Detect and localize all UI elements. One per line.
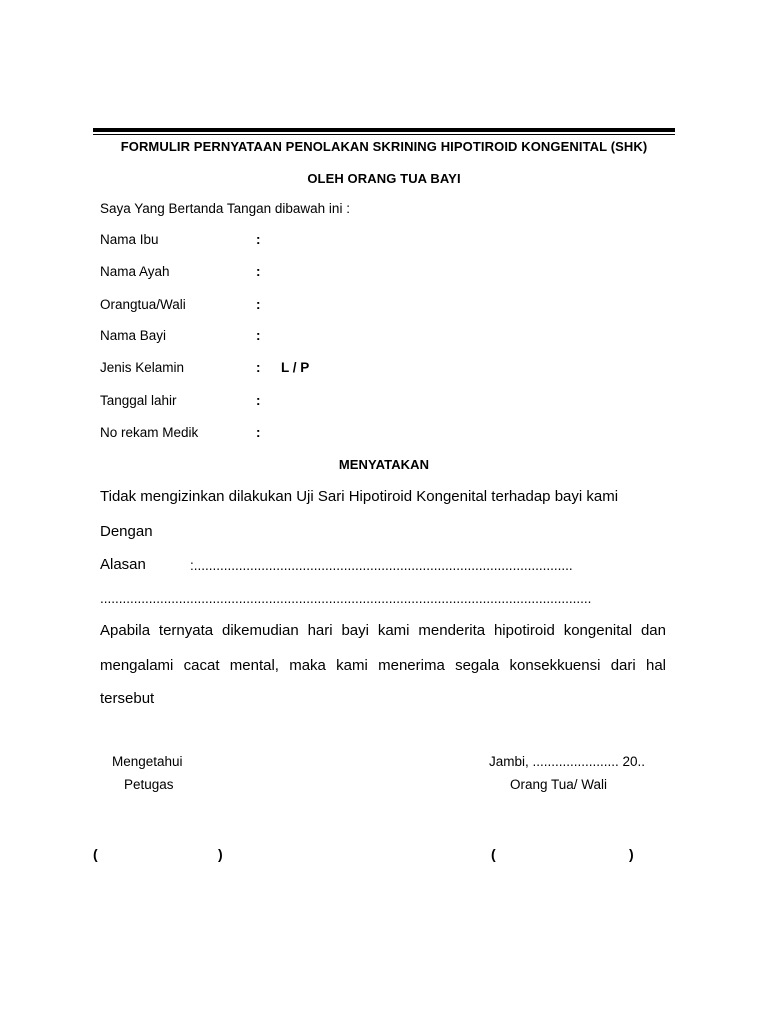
field-colon: :	[256, 328, 261, 343]
form-title: FORMULIR PERNYATAAN PENOLAKAN SKRINING HIPOTIROID KONGENITAL (SHK)	[120, 139, 648, 154]
field-label: Nama Ibu	[100, 232, 159, 247]
signature-left-open-paren: (	[93, 846, 98, 862]
intro-text: Saya Yang Bertanda Tangan dibawah ini :	[100, 201, 350, 216]
header-rule-thin	[93, 134, 675, 135]
field-colon: :	[256, 360, 261, 375]
reason-label: Alasan	[100, 556, 146, 573]
signature-left-role: Petugas	[124, 777, 174, 792]
consequence-line-1: Apabila ternyata dikemudian hari bayi kami menderita hipotiroid kongenital dan	[100, 622, 666, 639]
field-label: Nama Ayah	[100, 264, 170, 279]
field-label: Jenis Kelamin	[100, 360, 185, 375]
reason-dotted-line-2: ...................................................................................................................................	[100, 591, 592, 606]
reason-dotted-line: :.....................................................................................................	[190, 558, 573, 573]
field-label: Orangtua/Wali	[100, 297, 186, 312]
statement-line-2: Dengan	[100, 523, 153, 540]
statement-heading: MENYATAKAN	[338, 457, 430, 472]
field-colon: :	[256, 232, 261, 247]
consequence-line-3: tersebut	[100, 690, 155, 707]
field-colon: :	[256, 297, 261, 312]
signature-right-close-paren: )	[629, 846, 634, 862]
signature-right-date: Jambi, ....................... 20..	[489, 754, 646, 769]
field-colon: :	[256, 425, 261, 440]
consequence-line-2: mengalami cacat mental, maka kami menerima segala konsekkuensi dari hal	[100, 657, 666, 674]
form-subtitle: OLEH ORANG TUA BAYI	[307, 171, 461, 186]
field-colon: :	[256, 393, 261, 408]
signature-left-close-paren: )	[218, 846, 223, 862]
statement-line-1: Tidak mengizinkan dilakukan Uji Sari Hipotiroid Kongenital terhadap bayi kami	[100, 488, 619, 505]
signature-right-open-paren: (	[491, 846, 496, 862]
signature-right-role: Orang Tua/ Wali	[510, 777, 608, 792]
field-label: No rekam Medik	[100, 425, 199, 440]
header-rule-thick	[93, 128, 675, 132]
field-colon: :	[256, 264, 261, 279]
field-value: L / P	[281, 360, 310, 375]
signature-left-label: Mengetahui	[112, 754, 183, 769]
field-label: Tanggal lahir	[100, 393, 177, 408]
field-label: Nama Bayi	[100, 328, 167, 343]
